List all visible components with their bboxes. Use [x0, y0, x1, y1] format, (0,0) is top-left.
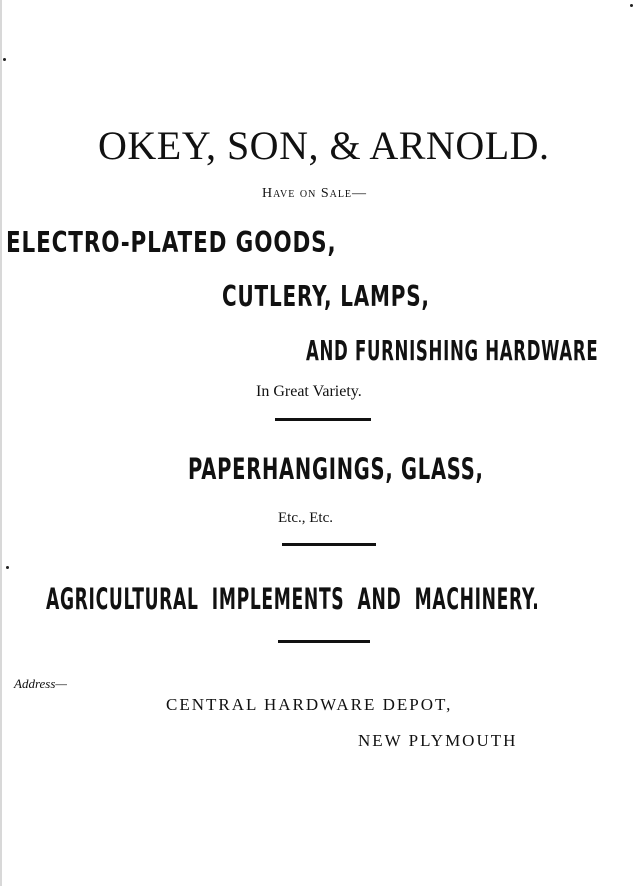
line-variety: In Great Variety.: [256, 383, 362, 400]
line-furnishing: AND FURNISHING HARDWARE: [306, 335, 599, 367]
line-cutlery: CUTLERY, LAMPS,: [222, 280, 430, 314]
line-agricultural: AGRICULTURAL IMPLEMENTS AND MACHINERY.: [46, 583, 540, 617]
divider-rule: [278, 640, 370, 643]
address-line-1: CENTRAL HARDWARE DEPOT,: [166, 695, 453, 714]
divider-rule: [275, 418, 371, 421]
address-line-2: NEW PLYMOUTH: [358, 731, 518, 750]
line-etc: Etc., Etc.: [278, 510, 333, 526]
scan-speck: [630, 4, 633, 7]
intro-text: Have on Sale—: [262, 186, 368, 201]
address-label: Address—: [14, 676, 67, 691]
line-paperhangings: PAPERHANGINGS, GLASS,: [188, 453, 484, 488]
scan-edge: [0, 0, 2, 886]
line-electro-plated: ELECTRO-PLATED GOODS,: [6, 226, 337, 260]
scan-speck: [6, 566, 9, 569]
firm-name: OKEY, SON, & ARNOLD.: [98, 123, 550, 168]
scan-speck: [3, 58, 6, 61]
divider-rule: [282, 543, 376, 546]
